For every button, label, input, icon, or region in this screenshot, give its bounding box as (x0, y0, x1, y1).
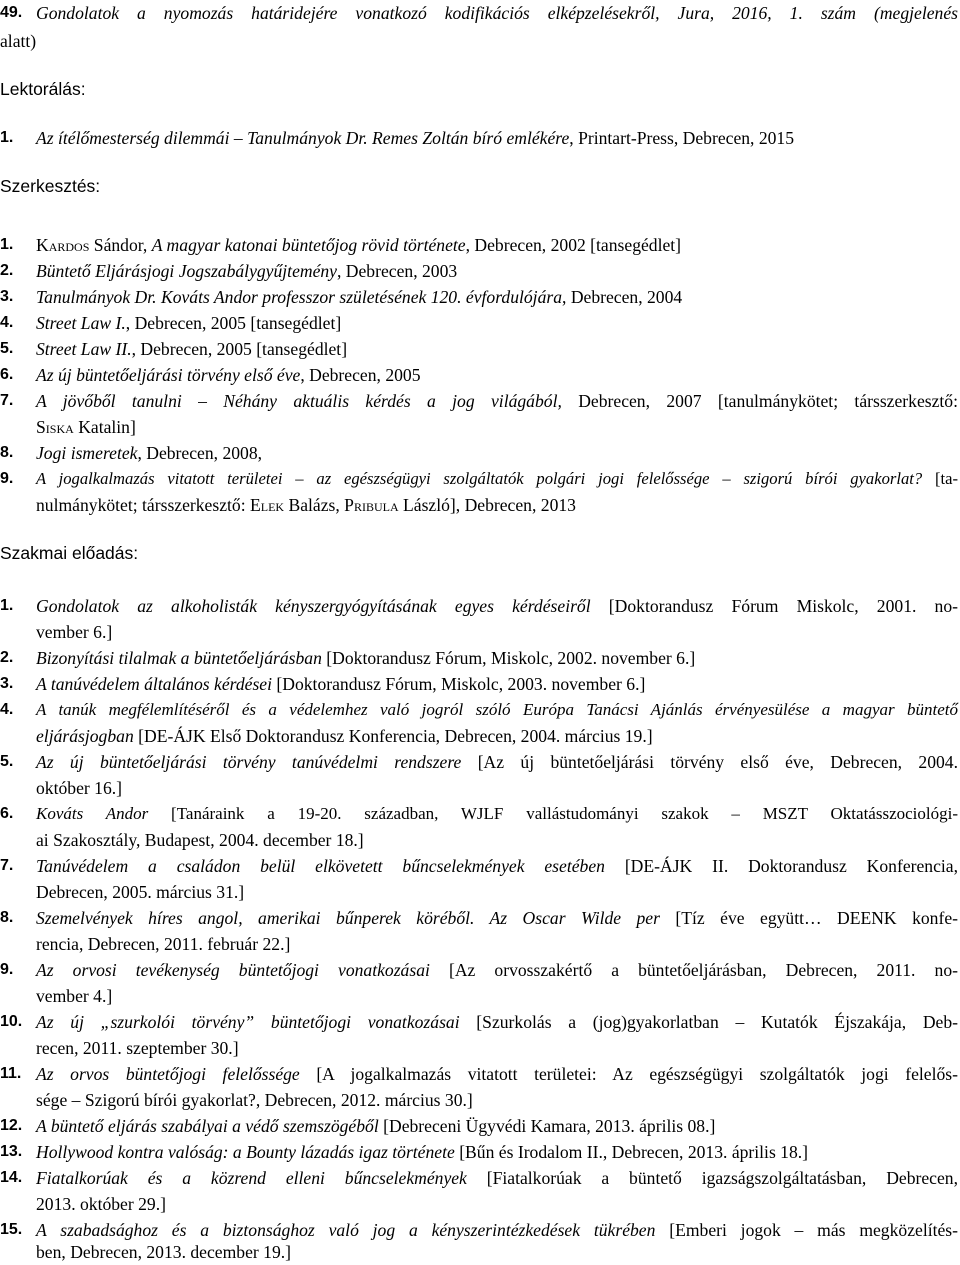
szakmai-item: 5. Az új büntetőeljárási törvény tanúvédelmi rendszere [Az új büntetőeljárási törvény első éve, Debrecen, 2004. (0, 752, 958, 772)
szerkesztes-item-continuation: Siska Katalin] (36, 417, 136, 437)
szakmai-item: 10. Az új „szurkolói törvény” büntetőjogi vonatkozásai [Szurkolás a (jog)gyakorlatban – Kutatók Éjszakája, Deb- (0, 1012, 959, 1032)
szakmai-item: 6. Kováts Andor [Tanáraink a 19-20. században, WJLF vallástudományi szakok – MSZT Oktatásszociológi- (0, 804, 958, 823)
szakmai-item: 14. Fiatalkorúak és a közrend elleni bűncselekmények [Fiatalkorúak a büntető igazságszolgáltatásban, Debrecen, (0, 1168, 958, 1188)
szakmai-item: 9. Az orvosi tevékenység büntetőjogi vonatkozásai [Az orvosszakértő a büntetőeljárásban, Debrecen, 2011. no- (0, 960, 958, 980)
szerkesztes-item: 1. Kardos Sándor, A magyar katonai büntetőjog rövid története, Debrecen, 2002 [tansegédlet] (0, 235, 682, 255)
section-heading-szakmai-eloadas: Szakmai előadás: (0, 543, 139, 563)
szerkesztes-item: 4. Street Law I., Debrecen, 2005 [tansegédlet] (0, 313, 342, 333)
szakmai-item-continuation: Debrecen, 2005. március 31.] (36, 882, 245, 902)
szakmai-item: 13. Hollywood kontra valóság: a Bounty lázadás igaz története [Bűn és Irodalom II., Debrecen, 2013. április 18.] (0, 1142, 809, 1162)
szakmai-item: 2. Bizonyítási tilalmak a büntetőeljárásban [Doktorandusz Fórum, Miskolc, 2002. november 6.] (0, 648, 696, 668)
szakmai-item: 3. A tanúvédelem általános kérdései [Doktorandusz Fórum, Miskolc, 2003. november 6.] (0, 674, 646, 694)
szakmai-item-continuation: október 16.] (36, 778, 122, 798)
szerkesztes-item: 5. Street Law II., Debrecen, 2005 [tansegédlet] (0, 339, 348, 359)
section-heading-szerkesztes: Szerkesztés: (0, 176, 101, 196)
szakmai-item: 1. Gondolatok az alkoholisták kényszergyógyításának egyes kérdéseiről [Doktorandusz Fórum Miskolc, 2001. no- (0, 596, 958, 616)
entry-49-line1 (0, 1, 960, 25)
szakmai-item-continuation: vember 4.] (36, 986, 113, 1006)
szerkesztes-item-continuation: nulmánykötet; társszerkesztő: Elek Balázs, Pribula László], Debrecen, 2013 (36, 495, 576, 515)
szerkesztes-item: 3. Tanulmányok Dr. Kováts Andor professzor születésének 120. évfordulójára, Debrecen, 2004 (0, 287, 683, 307)
szakmai-item-continuation: ben, Debrecen, 2013. december 19.] (36, 1242, 291, 1262)
entry-number: 49. (0, 4, 23, 21)
szakmai-item: 15. A szabadsághoz és a biztonsághoz való jog a kényszerintézkedések tükrében [Emberi jogok – más megközelítés- (0, 1220, 958, 1240)
lektoralas-item: 1. Az ítélőmesterség dilemmái – Tanulmányok Dr. Remes Zoltán bíró emlékére, Printart-Press, Debrecen, 2015 (0, 128, 795, 148)
szerkesztes-item: 8. Jogi ismeretek, Debrecen, 2008, (0, 443, 263, 463)
section-heading-lektoralas: Lektorálás: (0, 79, 86, 99)
szakmai-item-continuation: recen, 2011. szeptember 30.] (36, 1038, 239, 1058)
szakmai-item: 7. Tanúvédelem a családon belül elkövetett bűncselekmények esetében [DE-ÁJK II. Doktorandusz Konferencia, (0, 856, 958, 876)
szerkesztes-item: 9. A jogalkalmazás vitatott területei – az egészségügyi szolgáltatók polgári jogi felelőssége – szigorú bírói gyakorlat? [ta- (0, 469, 958, 488)
szakmai-item: 11. Az orvos büntetőjogi felelőssége [A jogalkalmazás vitatott területei: Az egészségügyi szolgáltatók jogi felelős- (0, 1064, 958, 1084)
szakmai-item: 8. Szemelvények híres angol, amerikai bűnperek köréből. Az Oscar Wilde per [Tíz éve együtt… DEENK konfe- (0, 908, 958, 928)
szakmai-item-continuation: sége – Szigorú bírói gyakorlat?, Debrecen, 2012. március 30.] (36, 1090, 473, 1110)
szakmai-item-continuation: vember 6.] (36, 622, 113, 642)
szakmai-item-continuation: 2013. október 29.] (36, 1194, 166, 1214)
szakmai-item: 4. A tanúk megfélemlítéséről és a védelemhez való jogról szóló Európa Tanácsi Ajánlás érvényesülése a magyar büntető (0, 700, 958, 719)
szerkesztes-item: 2. Büntető Eljárásjogi Jogszabálygyűjtemény, Debrecen, 2003 (0, 261, 458, 281)
szakmai-item-continuation: rencia, Debrecen, 2011. február 22.] (36, 934, 291, 954)
szakmai-item-continuation: eljárásjogban [DE-ÁJK Első Doktorandusz Konferencia, Debrecen, 2004. március 19.] (36, 726, 653, 746)
szakmai-item: 12. A büntető eljárás szabályai a védő szemszögéből [Debreceni Ügyvédi Kamara, 2013. április 08.] (0, 1116, 716, 1136)
szerkesztes-item: 7. A jövőből tanulni – Néhány aktuális kérdés a jog világából, Debrecen, 2007 [tanulmánykötet; társszerkesztő: (0, 391, 958, 411)
entry-49-continuation: alatt) (0, 31, 37, 51)
szakmai-item-continuation: ai Szakosztály, Budapest, 2004. december 18.] (36, 830, 364, 850)
entry-49-line2 (0, 29, 960, 53)
szerkesztes-item: 6. Az új büntetőeljárási törvény első éve, Debrecen, 2005 (0, 365, 421, 385)
entry-49-title: Gondolatok a nyomozás határidejére vonatkozó kodifikációs elképzelésekről, Jura, 2016, 1. szám (megjelenés (36, 3, 958, 23)
